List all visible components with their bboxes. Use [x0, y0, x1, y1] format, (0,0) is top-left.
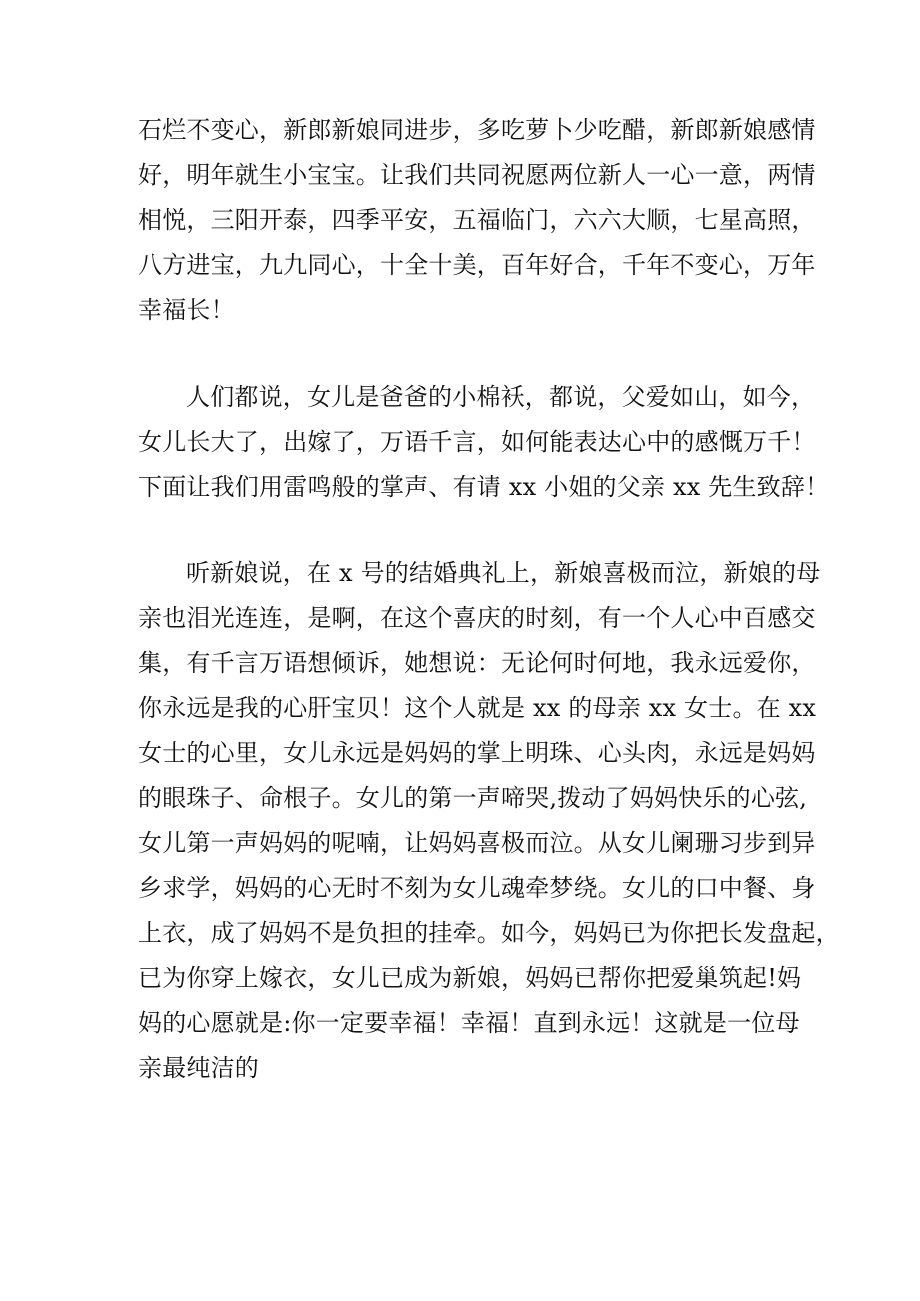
text-line: 妈的心愿就是:你一定要幸福！幸福！直到永远！这就是一位母: [138, 1009, 800, 1037]
text-line: 女儿第一声妈妈的呢喃，让妈妈喜极而泣。从女儿阑珊习步到异: [138, 829, 816, 857]
paragraph-father-speech: [138, 375, 830, 510]
text-line: 下面让我们用雷鸣般的掌声、有请 xx 小姐的父亲 xx 先生致辞！: [138, 473, 830, 501]
text-line: 相悦，三阳开泰，四季平安，五福临门，六六大顺，七星高照，: [138, 206, 816, 234]
text-line: 石烂不变心，新郎新娘同进步，多吃萝卜少吃醋，新郎新娘感情: [138, 116, 816, 144]
text-line: 乡求学，妈妈的心无时不刻为女儿魂牵梦绕。女儿的口中餐、身: [138, 874, 816, 902]
text-line: 亲也泪光连连，是啊，在这个喜庆的时刻，有一个人心中百感交: [138, 604, 816, 632]
text-line: 你永远是我的心肝宝贝！这个人就是 xx 的母亲 xx 女士。在 xx: [138, 694, 817, 722]
text-line: 人们都说，女儿是爸爸的小棉袄，都说，父爱如山，如今，: [186, 383, 816, 411]
text-line: 女儿长大了，出嫁了，万语千言，如何能表达心中的感慨万千！: [138, 428, 816, 456]
text-line: 女士的心里，女儿永远是妈妈的掌上明珠、心头肉，永远是妈妈: [138, 739, 816, 767]
text-line: 亲最纯洁的: [138, 1054, 259, 1082]
text-line: 幸福长！: [138, 296, 235, 324]
text-line: 听新娘说，在 x 号的结婚典礼上，新娘喜极而泣，新娘的母: [186, 559, 821, 587]
text-line: 已为你穿上嫁衣，女儿已成为新娘，妈妈已帮你把爱巢筑起!妈: [138, 964, 802, 992]
text-line: 好，明年就生小宝宝。让我们共同祝愿两位新人一心一意，两情: [138, 161, 816, 189]
paragraph-mother: [138, 551, 840, 1091]
text-line: 集，有千言万语想倾诉，她想说：无论何时何地，我永远爱你，: [138, 649, 816, 677]
text-line: 上衣，成了妈妈不是负担的挂牵。如今，妈妈已为你把长发盘起，: [138, 919, 840, 947]
text-line: 的眼珠子、命根子。女儿的第一声啼哭,拨动了妈妈快乐的心弦,: [138, 784, 808, 812]
paragraph-blessing: [138, 108, 816, 333]
text-line: 八方进宝，九九同心，十全十美，百年好合，千年不变心，万年: [138, 251, 816, 279]
